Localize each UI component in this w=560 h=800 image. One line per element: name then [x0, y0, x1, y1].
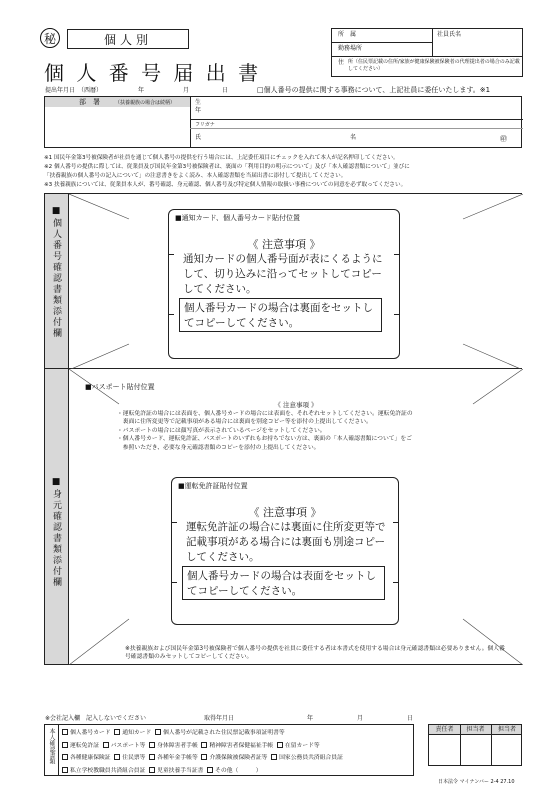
approval-label: 責任者 [435, 726, 454, 733]
notch [169, 314, 174, 315]
shozoku-label: 所 属 [338, 31, 357, 38]
card-panel-title: ■通知カード、個人番号カード貼付位置 [175, 214, 300, 222]
divider [190, 97, 191, 147]
stamp-slot[interactable] [461, 736, 491, 767]
card-boxed-note: 個人番号カードの場合は裏面をセットしてコピーしてください。 [179, 298, 382, 332]
divider [190, 119, 523, 120]
checklist-row [62, 765, 343, 778]
notch [394, 254, 399, 255]
check-item[interactable]: 介護保険被保険者証等 [201, 755, 267, 761]
note-3: 「扶養親族の個人番号の記入について」の注意書きをよく読み、本人確認書類を当届出書に添付して提出してください。 [44, 173, 347, 179]
check-item[interactable]: 運転免許証 [62, 743, 99, 749]
day-label: 日 [222, 87, 229, 94]
checklist-row [62, 752, 343, 765]
id-caution-item: ・個人番号カード、運転免許証、パスポートのいずれもお持ちでない方は、裏面の「本人確認書類について」をご [117, 436, 412, 443]
license-caution-body: 運転免許証の場合には裏面に住所変更等で記載事項がある場合には裏面も別途コピーしてください。 [186, 521, 386, 563]
id-caution-item: 参照いただき、必要な身元確認書類のコピーを添付の上提出してください。 [117, 444, 320, 451]
dept-name-table [44, 96, 522, 148]
license-boxed-note: 個人番号カードの場合は表面をセットしてコピーしてください。 [182, 566, 385, 600]
submit-date-label: 提出年月日 [45, 87, 76, 94]
note-2: ※2 個人番号の提供に際しては、従業員及び国民年金第3号被保険者は、裏面の「利用目的の明示について」及び「本人確認書類について」並びに [44, 164, 410, 170]
approval-label: 担当者 [466, 726, 485, 733]
notes-block [44, 154, 524, 190]
stamp-slot[interactable] [492, 736, 523, 767]
category-label: 個人別 [67, 29, 189, 49]
company-use-label: ※会社記入欄 記入しないでください [45, 715, 147, 722]
divider [332, 42, 432, 43]
approval-stamps [428, 724, 522, 766]
seal-mark: ㊞ [500, 135, 507, 143]
check-item[interactable]: 住民票等 [114, 755, 145, 761]
dept-note: （扶養親族の場合は続柄） [115, 100, 176, 106]
section1-side-label: ■個人番号確認書類添付欄 [51, 206, 61, 339]
receipt-day: 日 [407, 715, 414, 722]
notch [172, 582, 177, 583]
dept-label: 部 署 [79, 98, 100, 106]
id-caution-item: ・運転免許証の場合には表面を、個人番号カードの場合には表面を、それぞれセットしてください。運転免許証の [117, 411, 413, 417]
note-1: ※1 国民年金第3号被保険者が社員を通じて個人番号の提供を行う場合には、上記委任項目にチェックを入れて本人が記名押印してください。 [44, 155, 399, 161]
check-item[interactable]: 在留カード等 [277, 743, 320, 749]
check-item[interactable]: 通知カード [114, 730, 151, 736]
section-identity [44, 369, 522, 665]
shain-label: 社員氏名 [437, 31, 462, 38]
month-label: 月 [183, 87, 190, 94]
receipt-year: 年 [307, 715, 314, 722]
consent-checkbox[interactable]: □個人番号の提供に関する事務について、上記社員に委任いたします。※1 [257, 86, 491, 94]
id-doc-side-label: 本人確認書類 [48, 728, 55, 764]
checklist-row [62, 727, 343, 740]
approval-label: 担当者 [497, 726, 516, 733]
era-label: （西暦） [78, 87, 103, 94]
notch [394, 314, 399, 315]
license-paste-area[interactable] [171, 477, 399, 625]
id-caution-list [117, 410, 487, 452]
passport-title: ■パスポート貼付位置 [85, 383, 155, 391]
print-code: 日本法令 マイナンバー 2-4 27.10 [438, 779, 515, 785]
mei-label: 名 [350, 134, 357, 141]
mei-input[interactable] [360, 129, 495, 149]
sei-label: 氏 [195, 134, 202, 141]
check-item[interactable]: その他（ ） [207, 768, 261, 774]
divider [432, 29, 433, 56]
checklist-row [62, 740, 343, 753]
section2-side-label: ■身元確認書類添付欄 [51, 477, 61, 588]
jusho-label: 住 [338, 59, 345, 66]
check-item[interactable]: パスポート等 [103, 743, 146, 749]
check-item[interactable]: 身体障害者手帳 [149, 743, 198, 749]
sei-input[interactable] [205, 129, 345, 149]
birth-input[interactable] [225, 97, 523, 119]
jusho-note: 所（住民票記載の住所/家族が健康保険被保険者の代理提出者の場合のみ記載してください） [348, 59, 520, 72]
check-item[interactable]: 国家公務員共済組合員証 [271, 755, 343, 761]
section-mynumber [44, 193, 522, 369]
checklist-rows [62, 727, 343, 777]
id-caution-item: ・パスポートの場合には顔写真が表示されているページをセットしてください。 [117, 427, 326, 434]
check-item[interactable]: 各種年金手帳等 [149, 755, 198, 761]
check-item[interactable]: 個人番号が記載された住民票記載事項証明書等 [155, 730, 285, 736]
year-label: 年 [138, 87, 145, 94]
id-caution-title: 《 注意事項 》 [274, 401, 318, 409]
check-item[interactable]: 私立学校教職員共済組合員証 [62, 768, 145, 774]
dept-input[interactable] [45, 107, 190, 149]
divider [332, 56, 522, 57]
note-4: ※3 扶養親族については、従業員本人が、番号確認、身元確認、個人番号及び特定個人情報の取扱い事務についての同意を必ず取ってください。 [44, 182, 407, 188]
license-panel-title: ■運転免許証貼付位置 [178, 482, 248, 490]
birth-label-2: 年 [195, 107, 202, 114]
receipt-month: 月 [357, 715, 364, 722]
check-item[interactable]: 精神障害者保健福祉手帳 [201, 743, 273, 749]
birth-label: 生 [195, 99, 202, 106]
furigana-label: フリガナ [195, 122, 215, 128]
page-title: 個 人 番 号 届 出 書 [44, 61, 262, 85]
card-caution-body: 通知カードの個人番号面が表にくるようにして、切り込みに沿ってセットしてコピーしてください。 [183, 253, 383, 295]
id-doc-checklist [44, 724, 414, 776]
check-item[interactable]: 各種健康保険証 [62, 755, 111, 761]
id-caution-item: 裏面に住所変更等で記載事項がある場合には裏面を別途コピー等を添付の上提出してください。 [117, 419, 372, 426]
notch [393, 582, 398, 583]
stamp-slot[interactable] [429, 736, 460, 767]
check-item[interactable]: 児童扶養手当証書 [149, 768, 203, 774]
notch [172, 522, 177, 523]
card-caution-title: 《 注意事項 》 [247, 238, 321, 251]
card-paste-area[interactable] [168, 209, 400, 359]
receipt-date-label: 取得年月日 [204, 715, 235, 722]
notch [169, 254, 174, 255]
company-info-block [331, 28, 523, 77]
identity-bottom-note: ※扶養親族および国民年金第3号被保険者で個人番号の提供を社員に委任する者は本書式を使用する場合は身元確認書類は必要ありません。個人番号確認書類のみセットしてコピーしてください。 [125, 646, 505, 661]
check-item[interactable]: 個人番号カード [62, 730, 111, 736]
notch [393, 522, 398, 523]
kinmuchi-label: 勤務場所 [338, 45, 363, 52]
license-caution-title: 《 注意事項 》 [248, 506, 322, 519]
secret-mark: 秘 [40, 28, 60, 48]
